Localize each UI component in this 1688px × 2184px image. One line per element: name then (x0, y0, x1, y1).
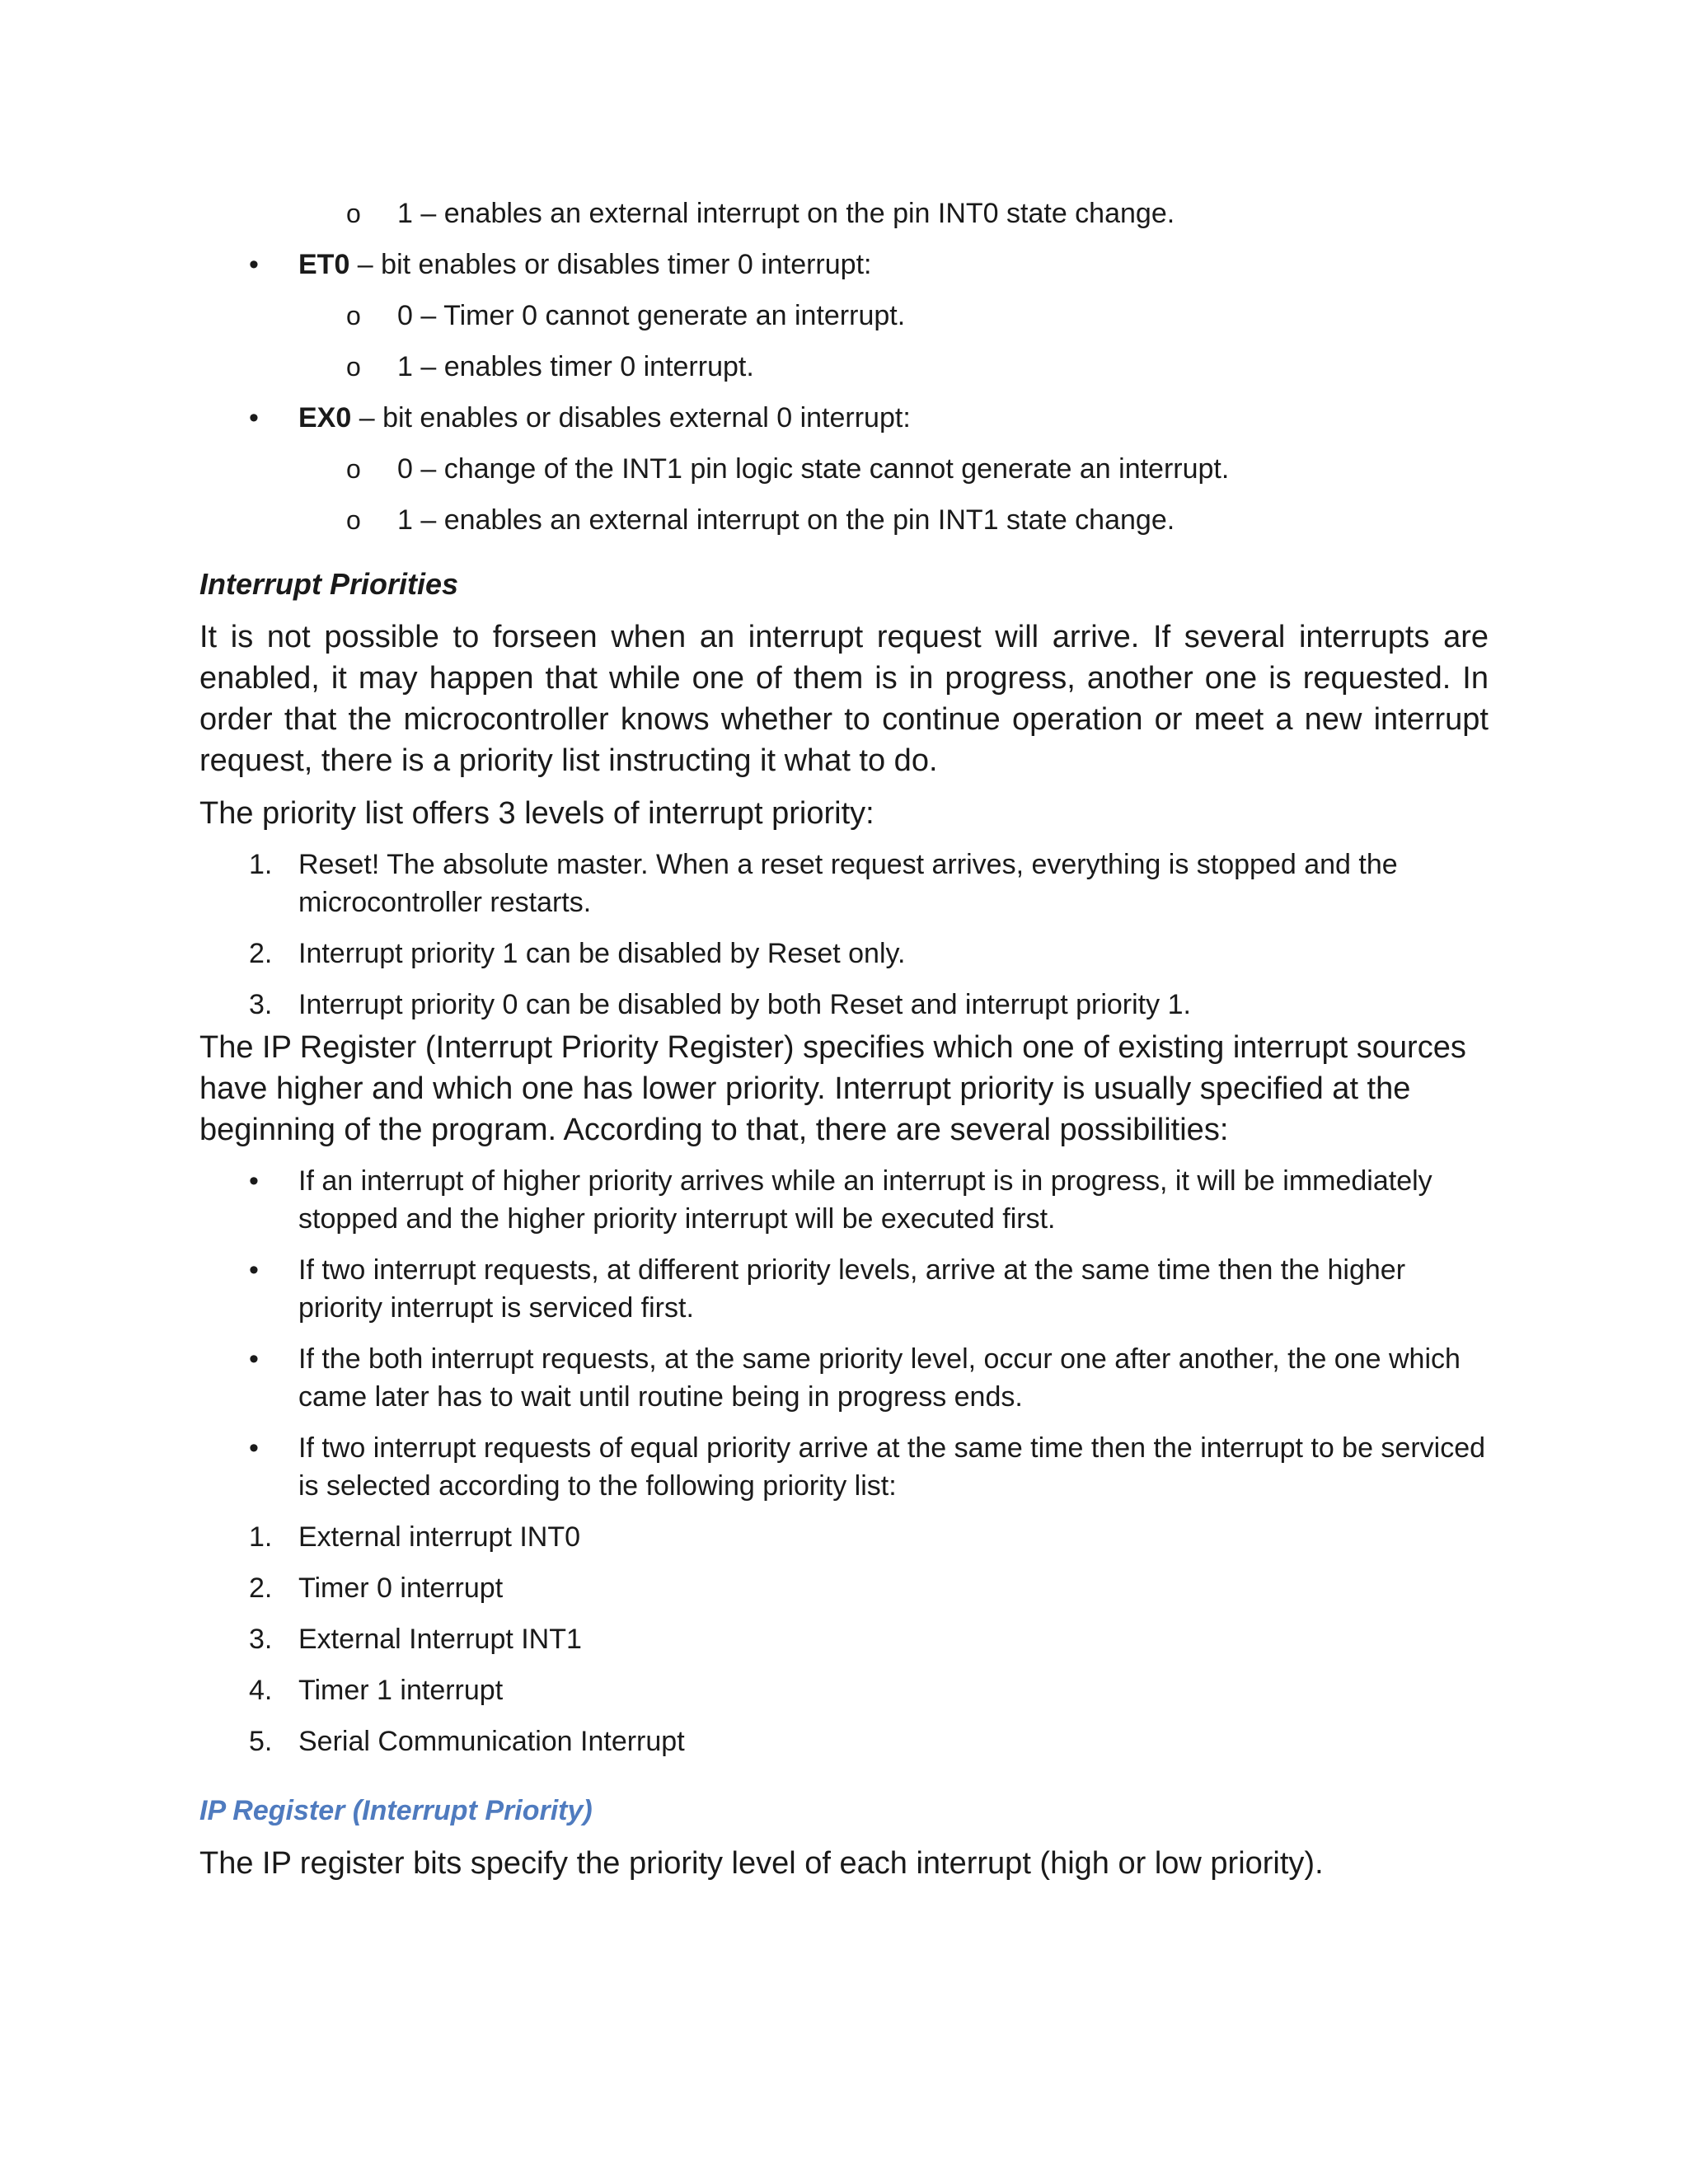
possibility-item (199, 1340, 1489, 1416)
list-item-text: If the both interrupt requests, at the same priority level, occur one after another, the one which came later has to wait until routine being in progress ends. (298, 1343, 1461, 1413)
bullet-icon: • (249, 1165, 259, 1197)
priority-order-item (199, 1671, 1489, 1709)
ip-register-description: The IP register bits specify the priority level of each interrupt (high or low priority). (199, 1846, 1324, 1881)
circle-bullet-icon: o (346, 352, 361, 382)
list-number: 3. (249, 1624, 273, 1655)
priority-level-item (199, 986, 1489, 1024)
et0-sub-item (199, 348, 1489, 386)
et0-term: ET0 (298, 249, 350, 280)
circle-bullet-icon: o (346, 199, 361, 228)
sub-item-text: 1 – enables timer 0 interrupt. (397, 351, 754, 382)
ip-register-paragraph: The IP Register (Interrupt Priority Register) specifies which one of existing interrupt sources have higher and which one has lower priority. Interrupt priority is usually specified at the beginning of the program. According to that, there are several possibilities: (199, 1030, 1466, 1147)
bullet-icon: • (249, 1432, 259, 1464)
ex0-term: EX0 (298, 402, 352, 434)
list-number: 2. (249, 938, 273, 969)
possibility-item (199, 1251, 1489, 1327)
list-item-text: Serial Communication Interrupt (298, 1726, 685, 1757)
priority-level-item (199, 846, 1489, 921)
list-item-text: Interrupt priority 1 can be disabled by Reset only. (298, 938, 906, 969)
ex0-description: – bit enables or disables external 0 interrupt: (351, 402, 911, 434)
list-item-text: Interrupt priority 0 can be disabled by both Reset and interrupt priority 1. (298, 989, 1191, 1020)
ex0-sub-item (199, 450, 1489, 488)
ex0-sub-item (199, 501, 1489, 539)
list-number: 1. (249, 1521, 273, 1553)
ip-register-heading: IP Register (Interrupt Priority) (199, 1795, 593, 1826)
priority-levels-intro: The priority list offers 3 levels of interrupt priority: (199, 796, 874, 831)
int0-sub-item (199, 194, 1489, 232)
et0-description: – bit enables or disables timer 0 interrupt: (349, 249, 872, 280)
et0-sub-item (199, 297, 1489, 335)
bullet-icon: • (249, 402, 259, 434)
bullet-icon: • (249, 1254, 259, 1286)
circle-bullet-icon: o (346, 454, 361, 484)
list-item-text: Timer 1 interrupt (298, 1675, 504, 1706)
list-item-text: Timer 0 interrupt (298, 1572, 504, 1604)
priorities-intro-paragraph: It is not possible to forseen when an interrupt request will arrive. If several interrupts are enabled, it may happen that while one of them is in progress, another one is requested. In order that the microcontroller knows whether to continue operation or meet a new interrupt request, there is a priority list instructing it what to do. (199, 620, 1489, 778)
priority-level-item (199, 935, 1489, 972)
et0-item (199, 246, 1489, 284)
possibility-item (199, 1162, 1489, 1238)
list-number: 3. (249, 989, 273, 1020)
priority-order-item (199, 1620, 1489, 1658)
document-page (199, 194, 1489, 1884)
list-item-text: If two interrupt requests, at different priority levels, arrive at the same time then the higher priority interrupt is serviced first. (298, 1254, 1406, 1324)
sub-item-text: 0 – change of the INT1 pin logic state cannot generate an interrupt. (397, 453, 1230, 485)
priority-order-item (199, 1722, 1489, 1760)
list-item-text: External Interrupt INT1 (298, 1624, 582, 1655)
ex0-item (199, 399, 1489, 437)
circle-bullet-icon: o (346, 301, 361, 330)
list-item-text: If an interrupt of higher priority arrives while an interrupt is in progress, it will be immediately stopped and the higher priority interrupt will be executed first. (298, 1165, 1432, 1235)
possibility-item (199, 1429, 1489, 1505)
list-item-text: If two interrupt requests of equal priority arrive at the same time then the interrupt to be serviced is selected according to the following priority list: (298, 1432, 1486, 1502)
interrupt-priorities-heading: Interrupt Priorities (199, 567, 459, 601)
sub-item-text: 1 – enables an external interrupt on the pin INT1 state change. (397, 504, 1175, 536)
priority-order-item (199, 1518, 1489, 1556)
circle-bullet-icon: o (346, 505, 361, 535)
bullet-icon: • (249, 249, 259, 280)
list-number: 2. (249, 1572, 273, 1604)
bullet-icon: • (249, 1343, 259, 1375)
list-number: 5. (249, 1726, 273, 1757)
list-item-text: External interrupt INT0 (298, 1521, 581, 1553)
list-number: 1. (249, 849, 273, 880)
list-number: 4. (249, 1675, 273, 1706)
sub-item-text: 1 – enables an external interrupt on the pin INT0 state change. (397, 198, 1175, 229)
sub-item-text: 0 – Timer 0 cannot generate an interrupt. (397, 300, 906, 331)
priority-order-item (199, 1569, 1489, 1607)
list-item-text: Reset! The absolute master. When a reset request arrives, everything is stopped and the microcontroller restarts. (298, 849, 1398, 918)
